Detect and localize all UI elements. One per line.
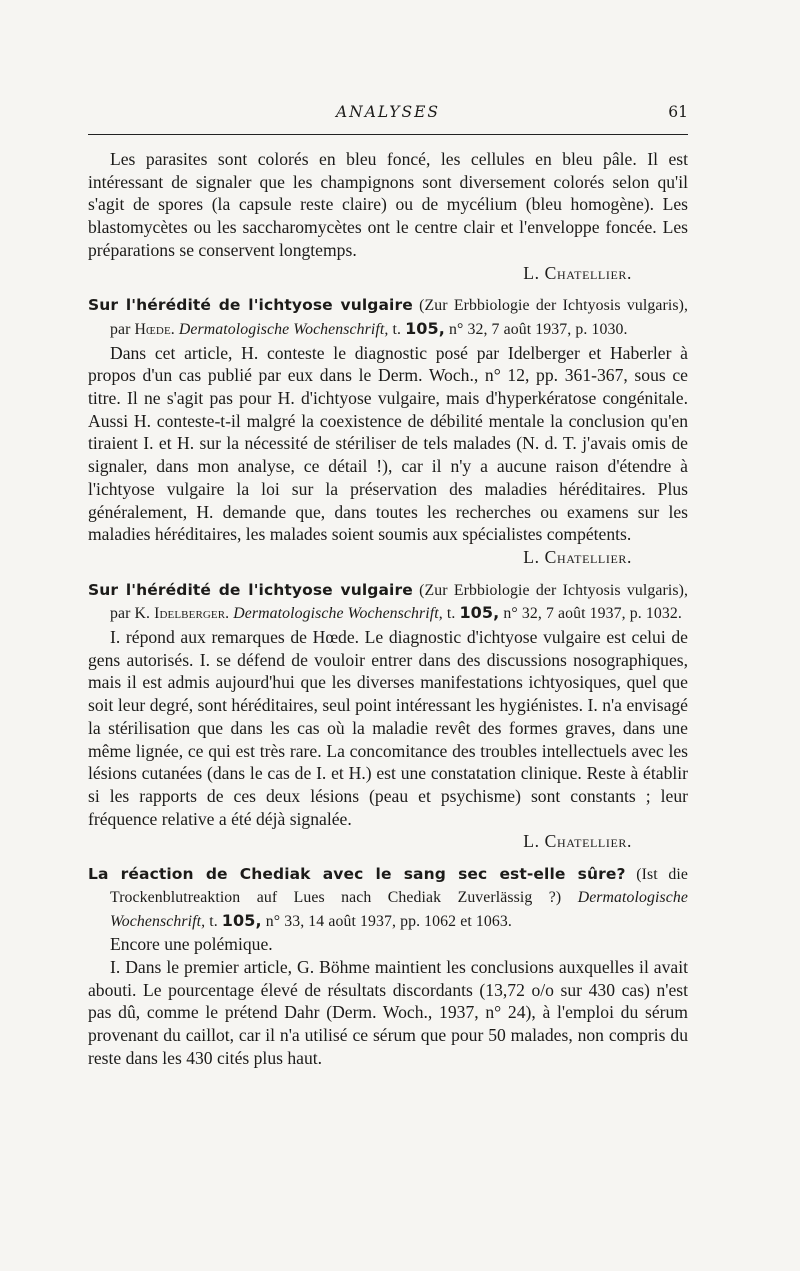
paragraph: I. Dans le premier article, G. Böhme maintient les conclusions auxquelles il avait abouti. Le pourcentage élevé de résultats discordants (13,72 o/o sur 430 cas) n'est pas dû, comme le prétend Dahr (Derm. Woch., 1937, n° 24), à l'emploi du sérum provenant du caillot, car il n'a utilisé ce sérum que pour 50 malades, non compris du reste dans les 430 cités plus haut.	[88, 956, 688, 1068]
entry-journal: Dermatologische Wochenschrift,	[178, 320, 389, 338]
paragraph: I. répond aux remarques de Hœde. Le diagnostic d'ichtyose vulgaire est celui de gens autorisés. I. se défend de vouloir entrer dans des discussions nosographiques, mais il est admis aujourd'hui que les diverses manifestations ichtyosiques, quel que soit leur degré, sont héréditaires, seul point intéressant les hygiénistes. I. n'a envisagé la stérilisation que dans les cas où la maladie revêt des formes graves, dans une même lignée, ce qui est très rare. La concomitance des troubles intellectuels avec les lésions cutanées (dans le cas de I. et H.) est une constatation clinique. Reste à établir si les rapports de ces deux lésions (peau et psychisme) sont constants ; leur fréquence relative a été déjà signalée.	[88, 627, 688, 829]
entry-title: La réaction de Chediak avec le sang sec est-elle sûre?	[88, 865, 626, 884]
paragraph: Les parasites sont colorés en bleu foncé, les cellules en bleu pâle. Il est intéressant de signaler que les champignons sont diversement colorés selon qu'il s'agit de spores (la capsule reste claire) ou de mycélium (bleu homogène). Les blastomycètes ou les saccharomycètes ont le centre clair et l'enveloppe foncée. Les préparations se conservent longtemps.	[88, 149, 688, 260]
page-number: 61	[668, 103, 688, 121]
entry-heading	[88, 579, 688, 626]
signature-text: L. Chatellier.	[523, 262, 632, 283]
entry-ref-post: n° 32, 7 août 1937, p. 1030.	[444, 320, 628, 338]
signature-text: L. Chatellier.	[523, 546, 632, 567]
entry-heading	[88, 294, 688, 341]
entry-ref-post: n° 33, 14 août 1937, pp. 1062 et 1063.	[261, 912, 512, 930]
entry-journal: Dermatologische Wochenschrift,	[110, 888, 688, 930]
entry-heading	[88, 863, 688, 933]
page-header	[88, 103, 688, 127]
entry-title: Sur l'hérédité de l'ichtyose vulgaire	[88, 580, 413, 599]
entry-ref-pre: (Ist die Trockenblutreaktion auf Lues nach Chediak Zuverlässig ?)	[110, 866, 688, 906]
entry-author: Idelberger.	[154, 605, 230, 623]
entry-author: Hœde.	[134, 320, 175, 338]
paragraph: Encore une polémique.	[110, 934, 273, 955]
entry-ref-pre: (Zur Erbbiologie der Ichtyosis vulgaris), par K.	[110, 581, 688, 623]
signature	[88, 262, 688, 285]
signature-text: L. Chatellier.	[523, 831, 632, 852]
signature	[88, 546, 688, 569]
entry-ref-pre: (Zur Erbbiologie der Ichtyosis vulgaris), par	[110, 297, 688, 338]
entry-volume: 105,	[459, 603, 500, 623]
entry-ref-post: n° 32, 7 août 1937, p. 1032.	[499, 605, 682, 623]
entry-journal: Dermatologische Wochenschrift,	[233, 605, 443, 623]
header-rule	[88, 134, 688, 135]
running-title: ANALYSES	[335, 103, 441, 121]
entry-ref-mid: t.	[442, 605, 460, 623]
entry-volume: 105,	[221, 910, 262, 930]
entry-ref-mid: t.	[388, 320, 406, 338]
entry-volume: 105,	[405, 318, 445, 338]
entry-title: Sur l'hérédité de l'ichtyose vulgaire	[88, 296, 413, 315]
entry-ref-mid: t.	[205, 912, 222, 930]
paragraph: Dans cet article, H. conteste le diagnostic posé par Idelberger et Haberler à propos d'un cas publié par eux dans le Derm. Woch., n° 12, pp. 361-367, sous ce titre. Il ne s'agit pas pour H. d'ichtyose vulgaire, mais d'hyperkératose congénitale. Aussi H. conteste-t-il malgré la coexistence de débilité mentale la conclusion qu'en tiraient I. et H. sur la nécessité de stériliser de tels malades (N. d. T. j'avais omis de signaler, dans mon analyse, ce détail !), car il n'y a aucune raison d'étendre à l'ichtyose vulgaire la loi sur la préservation des maladies héréditaires. Plus généralement, H. demande que, dans toutes les recherches ou examens sur les maladies héréditaires, les malades soient soumis aux spécialistes compétents.	[88, 342, 688, 545]
signature	[88, 830, 688, 853]
article-body	[88, 148, 688, 1069]
